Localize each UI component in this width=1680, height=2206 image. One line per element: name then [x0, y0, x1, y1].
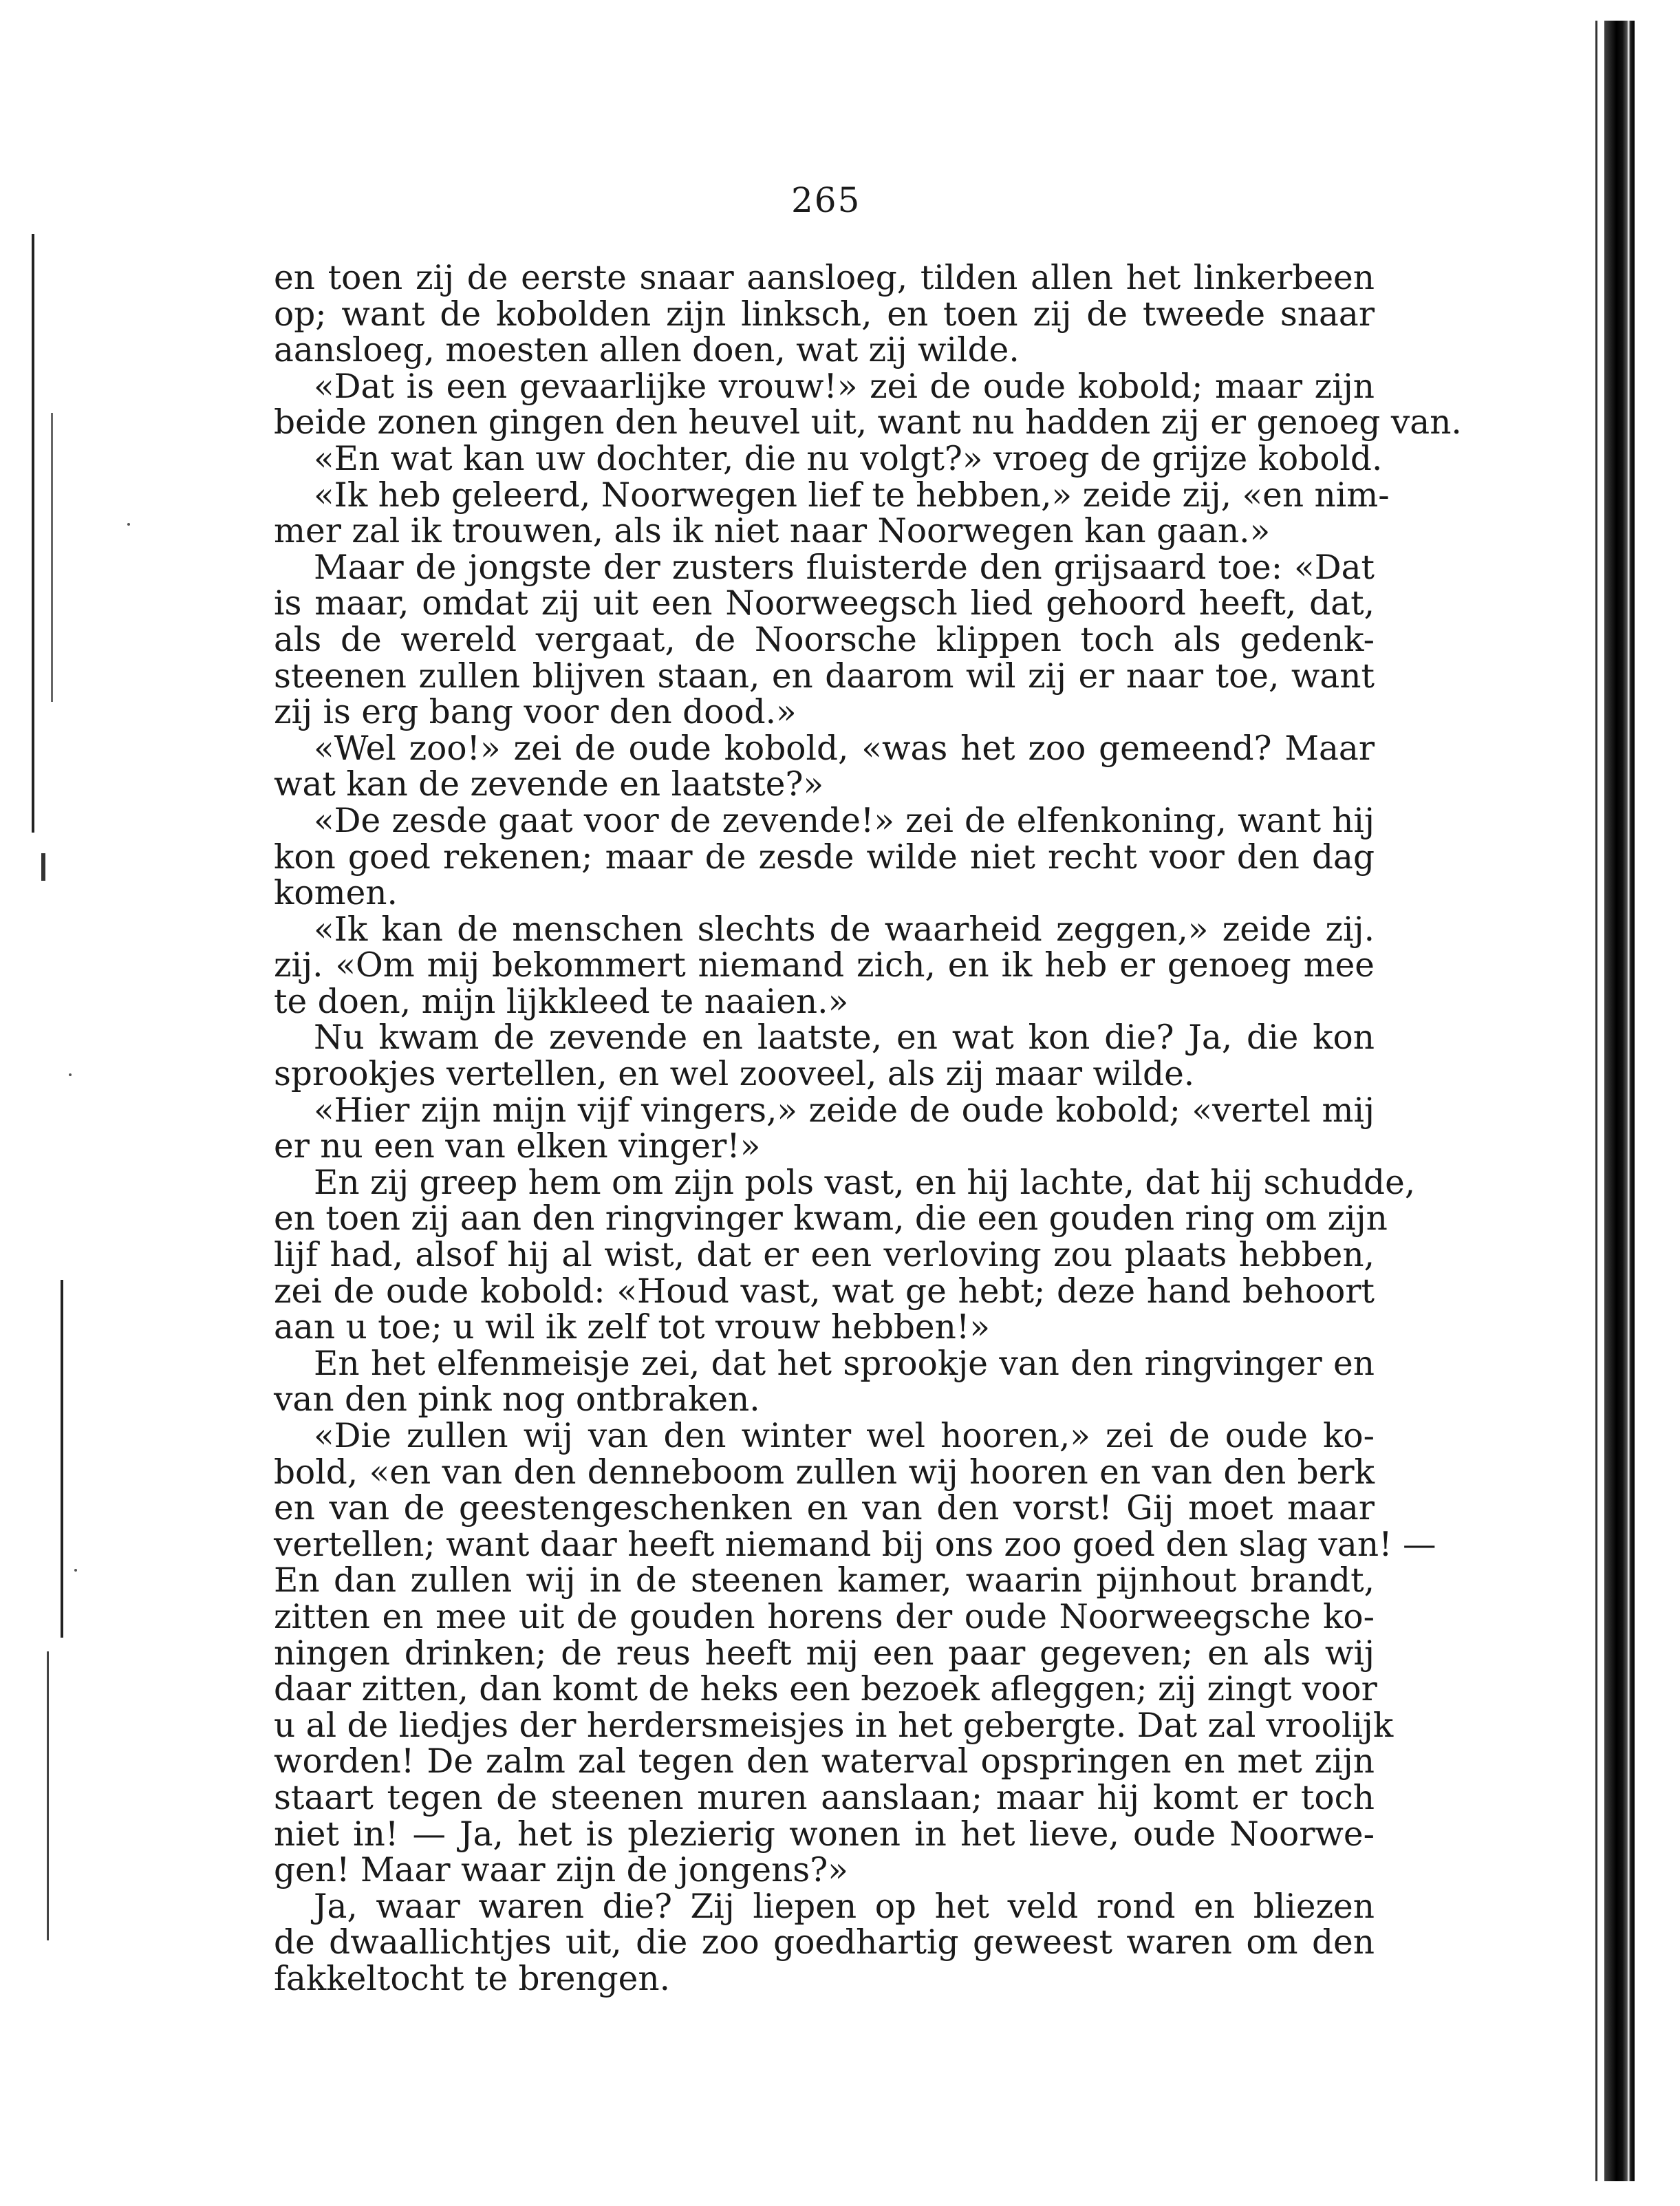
scan-mark-left [61, 1280, 63, 1638]
text-line: «Ik kan de menschen slechts de waarheid zeggen,» zeide zij. [314, 910, 1375, 949]
text-line: u al de liedjes der herdersmeisjes in het gebergte. Dat zal vroolijk [274, 1706, 1394, 1745]
text-line: en van de geestengeschenken en van den vorst! Gij moet maar [274, 1489, 1375, 1528]
text-line: Nu kwam de zevende en laatste, en wat kon die? Ja, die kon [314, 1018, 1375, 1058]
text-line: is maar, omdat zij uit een Noorweegsch lied gehoord heeft, dat, [274, 584, 1375, 623]
text-line: en toen zij de eerste snaar aansloeg, tilden allen het linkerbeen [274, 259, 1375, 297]
page-number: 265 [791, 180, 861, 220]
text-line: beide zonen gingen den heuvel uit, want nu hadden zij er genoeg van. [274, 403, 1462, 442]
text-line: «Hier zijn mijn vijf vingers,» zeide de oude kobold; «vertel mij [314, 1091, 1375, 1130]
text-line: de dwaallichtjes uit, die zoo goedhartig geweest waren om den [274, 1923, 1375, 1962]
text-line: mer zal ik trouwen, als ik niet naar Noorwegen kan gaan.» [274, 512, 1271, 551]
text-line: kon goed rekenen; maar de zesde wilde niet recht voor den dag [274, 837, 1375, 877]
text-line: van den pink nog ontbraken. [274, 1380, 760, 1420]
text-line: op; want de kobolden zijn linksch, en toen zij de tweede snaar [274, 295, 1375, 334]
text-line: «Ik heb geleerd, Noorwegen lief te hebben,» zeide zij, «en nim- [314, 475, 1390, 515]
binding-line [1595, 21, 1597, 2181]
text-line: te doen, mijn lijkkleed te naaien.» [274, 982, 849, 1021]
text-line: zitten en mee uit de gouden horens der oude Noorweegsche ko- [274, 1597, 1375, 1636]
text-line: «Die zullen wij van den winter wel hooren,» zei de oude ko- [314, 1417, 1375, 1455]
text-line: als de wereld vergaat, de Noorsche klippen toch als gedenk- [274, 620, 1375, 659]
text-line: komen. [274, 874, 398, 913]
scan-mark-left [51, 413, 53, 702]
text-line: bold, «en van den denneboom zullen wij hooren en van den berk [274, 1453, 1375, 1492]
body-text [274, 259, 1462, 1998]
text-line: Maar de jongste der zusters fluisterde den grijsaard toe: «Dat [314, 548, 1375, 587]
text-line: daar zitten, dan komt de heks een bezoek afleggen; zij zingt voor [274, 1670, 1377, 1709]
text-line: sprookjes vertellen, en wel zooveel, als zij maar wilde. [274, 1055, 1195, 1094]
text-line: En zij greep hem om zijn pols vast, en hij lachte, dat hij schudde, [314, 1163, 1416, 1202]
text-line: steenen zullen blijven staan, en daarom wil zij er naar toe, want [274, 656, 1375, 696]
text-line: er nu een van elken vinger!» [274, 1127, 761, 1166]
scan-speck [74, 1569, 77, 1572]
text-line: staart tegen de steenen muren aanslaan; maar hij komt er toch [274, 1778, 1375, 1817]
text-line: «En wat kan uw dochter, die nu volgt?» vroeg de grijze kobold. [314, 439, 1383, 478]
text-line: zij. «Om mij bekommert niemand zich, en ik heb er genoeg mee [274, 946, 1375, 985]
text-line: zei de oude kobold: «Houd vast, wat ge hebt; deze hand behoort [274, 1272, 1375, 1311]
binding-shadow [1604, 21, 1635, 2181]
text-line: lijf had, alsof hij al wist, dat er een verloving zou plaats hebben, [274, 1236, 1375, 1275]
text-line: aansloeg, moesten allen doen, wat zij wilde. [274, 331, 1020, 370]
scan-mark-left [32, 234, 34, 833]
text-line: Ja, waar waren die? Zij liepen op het veld rond en bliezen [314, 1887, 1375, 1926]
text-line: fakkeltocht te brengen. [274, 1959, 671, 1998]
text-line: En het elfenmeisje zei, dat het sprookje van den ringvinger en [314, 1344, 1375, 1383]
text-line: gen! Maar waar zijn de jongens?» [274, 1851, 848, 1890]
text-line: «De zesde gaat voor de zevende!» zei de elfenkoning, want hij [314, 801, 1375, 840]
text-line: aan u toe; u wil ik zelf tot vrouw hebben!» [274, 1308, 991, 1347]
text-line: vertellen; want daar heeft niemand bij ons zoo goed den slag van! — [274, 1525, 1436, 1564]
scan-mark-left [41, 853, 45, 881]
text-line: wat kan de zevende en laatste?» [274, 765, 824, 804]
scan-mark-left [47, 1651, 49, 1940]
text-line: zij is erg bang voor den dood.» [274, 693, 797, 732]
text-line: «Dat is een gevaarlijke vrouw!» zei de oude kobold; maar zijn [314, 367, 1375, 406]
text-line: En dan zullen wij in de steenen kamer, waarin pijnhout brandt, [274, 1561, 1375, 1600]
text-line: «Wel zoo!» zei de oude kobold, «was het zoo gemeend? Maar [314, 729, 1375, 768]
text-line: worden! De zalm zal tegen den waterval opspringen en met zijn [274, 1742, 1375, 1781]
text-line: niet in! — Ja, het is plezierig wonen in het lieve, oude Noorwe- [274, 1814, 1375, 1854]
text-line: ningen drinken; de reus heeft mij een paar gegeven; en als wij [274, 1634, 1375, 1673]
scan-speck [69, 1073, 72, 1076]
scan-speck [127, 523, 130, 526]
text-line: en toen zij aan den ringvinger kwam, die een gouden ring om zijn [274, 1199, 1388, 1239]
